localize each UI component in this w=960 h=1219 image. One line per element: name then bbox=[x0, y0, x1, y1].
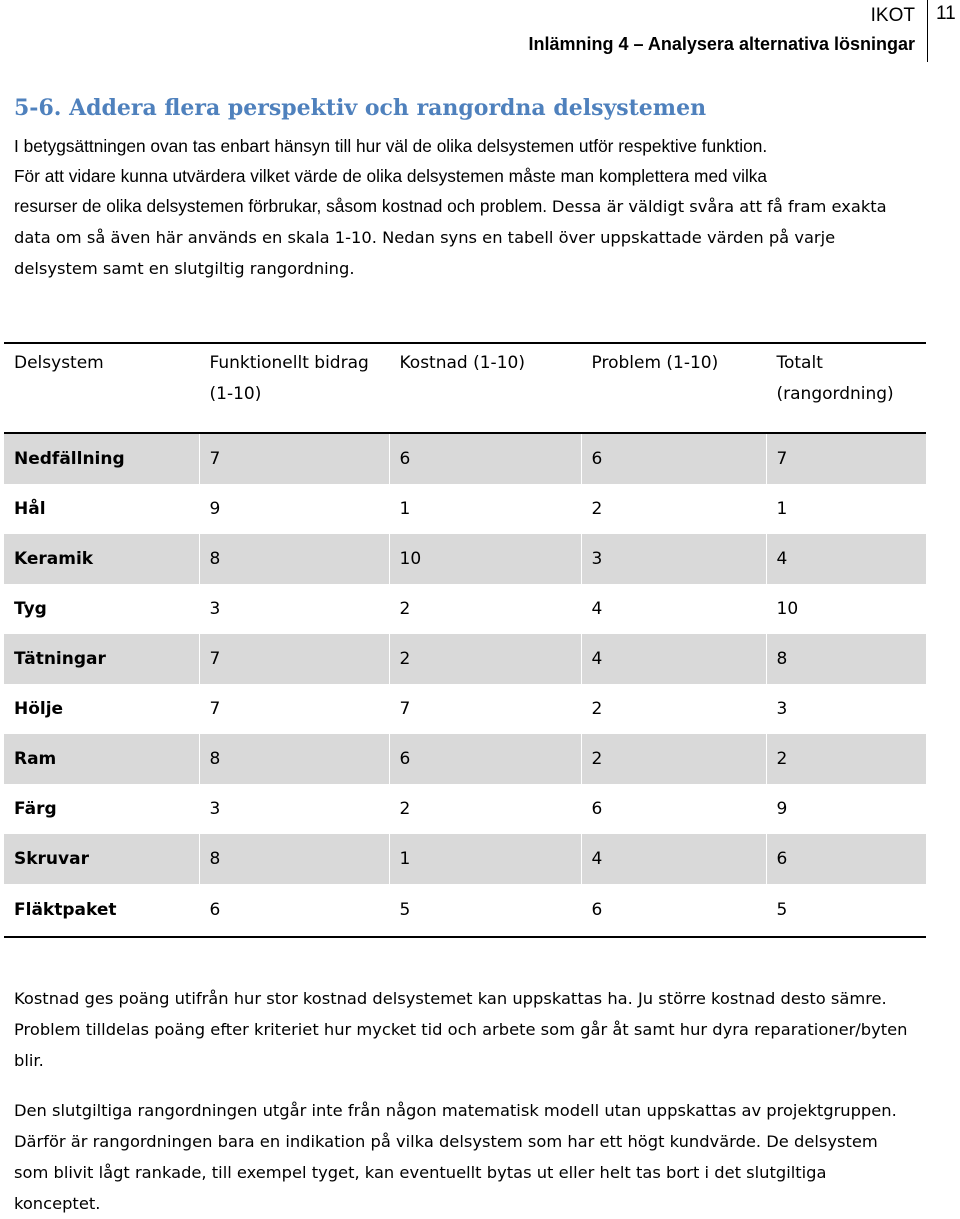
cell-problem: 6 bbox=[581, 433, 766, 484]
cell-kostnad: 6 bbox=[389, 734, 581, 784]
table-row bbox=[4, 884, 926, 937]
table-row bbox=[4, 433, 926, 484]
header-totalt: Totalt (rangordning) bbox=[766, 343, 926, 433]
intro-line-1: I betygsättningen ovan tas enbart hänsyn till hur väl de olika delsystemen utför respektive funktion. bbox=[14, 136, 768, 156]
cell-funktionellt: 8 bbox=[199, 834, 389, 884]
cell-totalt: 6 bbox=[766, 834, 926, 884]
cell-kostnad: 7 bbox=[389, 684, 581, 734]
cell-funktionellt: 7 bbox=[199, 634, 389, 684]
cell-funktionellt: 8 bbox=[199, 734, 389, 784]
table-row bbox=[4, 634, 926, 684]
section-title: 5-6. Addera flera perspektiv och rangordna delsystemen bbox=[14, 95, 707, 121]
cell-totalt: 5 bbox=[766, 884, 926, 937]
notes-kostnad-problem: Kostnad ges poäng utifrån hur stor kostnad delsystemet kan uppskattas ha. Ju större kostnad desto sämre. Problem tilldelas poäng efter kriteriet hur mycket tid och arbete som går åt samt hur dyra reparationer/byten blir. bbox=[14, 989, 908, 1070]
cell-problem: 6 bbox=[581, 784, 766, 834]
cell-problem: 4 bbox=[581, 634, 766, 684]
cell-problem: 4 bbox=[581, 584, 766, 634]
header-block bbox=[529, 3, 915, 59]
cell-kostnad: 6 bbox=[389, 433, 581, 484]
intro-line-3-wrap bbox=[14, 191, 914, 284]
cell-funktionellt: 3 bbox=[199, 784, 389, 834]
table-row bbox=[4, 734, 926, 784]
cell-problem: 3 bbox=[581, 534, 766, 584]
cell-totalt: 9 bbox=[766, 784, 926, 834]
cell-name: Tätningar bbox=[4, 634, 199, 684]
cell-name: Tyg bbox=[14, 599, 47, 619]
cell-kostnad: 10 bbox=[389, 534, 581, 584]
header-delsystem: Delsystem bbox=[4, 343, 199, 433]
cell-totalt: 3 bbox=[766, 684, 926, 734]
table-row bbox=[4, 584, 926, 634]
page-number: 11 bbox=[927, 0, 960, 62]
cell-kostnad: 2 bbox=[389, 634, 581, 684]
intro-line-3: resurser de olika delsystemen förbrukar, såsom kostnad och problem. bbox=[14, 196, 548, 216]
cell-problem: 2 bbox=[581, 684, 766, 734]
header-org: IKOT bbox=[870, 5, 915, 26]
cell-totalt: 8 bbox=[766, 634, 926, 684]
cell-name: Skruvar bbox=[4, 834, 199, 884]
cell-kostnad: 2 bbox=[389, 784, 581, 834]
cell-kostnad: 1 bbox=[389, 834, 581, 884]
cell-name: Färg bbox=[14, 799, 57, 819]
cell-name: Nedfällning bbox=[4, 433, 199, 484]
header-funktionellt: Funktionellt bidrag (1-10) bbox=[199, 343, 389, 433]
cell-funktionellt: 9 bbox=[199, 484, 389, 534]
cell-kostnad: 2 bbox=[389, 584, 581, 634]
cell-name: Keramik bbox=[4, 534, 199, 584]
cell-funktionellt: 7 bbox=[199, 433, 389, 484]
cell-totalt: 4 bbox=[766, 534, 926, 584]
table-row bbox=[4, 684, 926, 734]
cell-funktionellt: 6 bbox=[199, 884, 389, 937]
cell-problem: 2 bbox=[581, 484, 766, 534]
cell-totalt: 10 bbox=[766, 584, 926, 634]
header-title: Inlämning 4 – Analysera alternativa lösningar bbox=[528, 34, 915, 54]
cell-funktionellt: 3 bbox=[199, 584, 389, 634]
header-problem: Problem (1-10) bbox=[581, 343, 766, 433]
cell-funktionellt: 8 bbox=[199, 534, 389, 584]
cell-problem: 6 bbox=[581, 884, 766, 937]
table-header-row bbox=[4, 343, 926, 433]
intro-rest: Dessa är väldigt svåra att få fram exakta data om så även här används en skala 1-10. Nedan syns en tabell över uppskattade värden på varje delsystem samt en slutgiltig rangordning. bbox=[14, 197, 887, 278]
cell-name: Hål bbox=[14, 499, 46, 519]
table-row bbox=[4, 484, 926, 534]
notes-rangordning: Den slutgiltiga rangordningen utgår inte från någon matematisk modell utan uppskattas av projektgruppen. Därför är rangordningen bara en indikation på vilka delsystem som har ett högt kundvärde. De delsystem som blivit lågt rankade, till exempel tyget, kan eventuellt bytas ut eller helt tas bort i det slutgiltiga konceptet. bbox=[14, 1101, 897, 1213]
cell-funktionellt: 7 bbox=[199, 684, 389, 734]
cell-name: Hölje bbox=[14, 699, 64, 719]
ranking-table bbox=[4, 342, 926, 938]
table-row bbox=[4, 534, 926, 584]
cell-kostnad: 1 bbox=[389, 484, 581, 534]
cell-totalt: 1 bbox=[766, 484, 926, 534]
cell-kostnad: 5 bbox=[389, 884, 581, 937]
cell-totalt: 7 bbox=[766, 433, 926, 484]
cell-problem: 2 bbox=[581, 734, 766, 784]
cell-totalt: 2 bbox=[766, 734, 926, 784]
intro-paragraph bbox=[14, 131, 914, 284]
cell-name: Ram bbox=[4, 734, 199, 784]
cell-name: Fläktpaket bbox=[4, 884, 199, 937]
table-row bbox=[4, 784, 926, 834]
cell-problem: 4 bbox=[581, 834, 766, 884]
header-kostnad: Kostnad (1-10) bbox=[389, 343, 581, 433]
table-row bbox=[4, 834, 926, 884]
intro-line-2: För att vidare kunna utvärdera vilket värde de olika delsystemen måste man komplettera med vilka bbox=[14, 166, 768, 186]
